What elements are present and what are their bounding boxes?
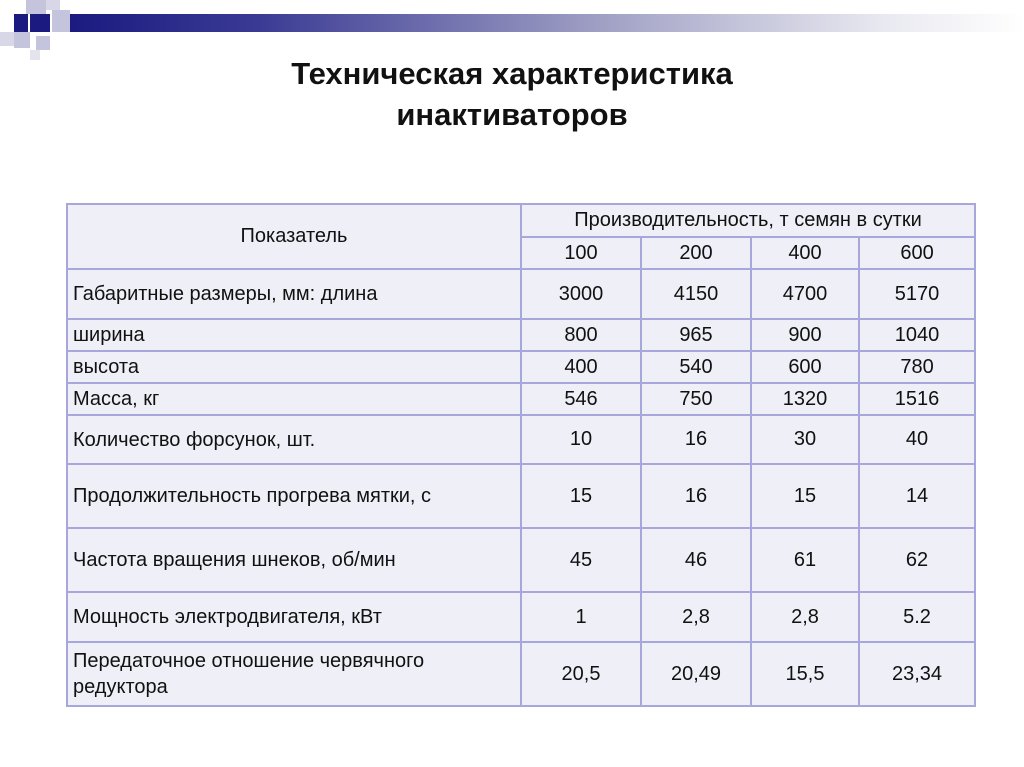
table-row (67, 642, 975, 706)
header-capacity-group: Производительность, т семян в сутки (521, 204, 975, 237)
table-row (67, 383, 975, 415)
page-title-line-2: инактиваторов (396, 97, 628, 132)
cell-value: 400 (521, 351, 641, 383)
table-row (67, 528, 975, 592)
row-label: ширина (67, 319, 521, 351)
cell-value: 900 (751, 319, 859, 351)
cell-value: 15,5 (751, 642, 859, 706)
table-row (67, 592, 975, 642)
table-row (67, 415, 975, 464)
page-title-line-1: Техническая характеристика (291, 56, 733, 91)
cell-value: 600 (751, 351, 859, 383)
cell-value: 10 (521, 415, 641, 464)
row-label: Мощность электродвигателя, кВт (67, 592, 521, 642)
table-row (67, 464, 975, 528)
cell-value: 800 (521, 319, 641, 351)
header-gradient-bar (70, 14, 1024, 32)
cell-value: 61 (751, 528, 859, 592)
table-row (67, 269, 975, 319)
table-row (67, 351, 975, 383)
cell-value: 540 (641, 351, 751, 383)
cell-value: 1516 (859, 383, 975, 415)
cell-value: 20,49 (641, 642, 751, 706)
cell-value: 1 (521, 592, 641, 642)
header-capacity: 200 (641, 237, 751, 269)
cell-value: 2,8 (751, 592, 859, 642)
row-label: Частота вращения шнеков, об/мин (67, 528, 521, 592)
row-label: высота (67, 351, 521, 383)
cell-value: 3000 (521, 269, 641, 319)
row-label: Продолжительность прогрева мятки, с (67, 464, 521, 528)
cell-value: 15 (751, 464, 859, 528)
cell-value: 20,5 (521, 642, 641, 706)
cell-value: 4150 (641, 269, 751, 319)
cell-value: 16 (641, 464, 751, 528)
cell-value: 46 (641, 528, 751, 592)
cell-value: 2,8 (641, 592, 751, 642)
cell-value: 45 (521, 528, 641, 592)
cell-value: 546 (521, 383, 641, 415)
specs-table (66, 203, 976, 707)
cell-value: 780 (859, 351, 975, 383)
cell-value: 62 (859, 528, 975, 592)
cell-value: 23,34 (859, 642, 975, 706)
row-label: Передаточное отношение червячного редуктора (67, 642, 521, 706)
cell-value: 750 (641, 383, 751, 415)
cell-value: 965 (641, 319, 751, 351)
table-row (67, 319, 975, 351)
cell-value: 1040 (859, 319, 975, 351)
cell-value: 1320 (751, 383, 859, 415)
cell-value: 5.2 (859, 592, 975, 642)
cell-value: 40 (859, 415, 975, 464)
header-capacity: 600 (859, 237, 975, 269)
cell-value: 16 (641, 415, 751, 464)
cell-value: 4700 (751, 269, 859, 319)
table-header-row (67, 204, 975, 237)
cell-value: 15 (521, 464, 641, 528)
header-capacity: 400 (751, 237, 859, 269)
cell-value: 5170 (859, 269, 975, 319)
row-label: Масса, кг (67, 383, 521, 415)
row-label: Количество форсунок, шт. (67, 415, 521, 464)
header-capacity: 100 (521, 237, 641, 269)
header-param: Показатель (67, 204, 521, 269)
cell-value: 14 (859, 464, 975, 528)
cell-value: 30 (751, 415, 859, 464)
row-label: Габаритные размеры, мм: длина (67, 269, 521, 319)
